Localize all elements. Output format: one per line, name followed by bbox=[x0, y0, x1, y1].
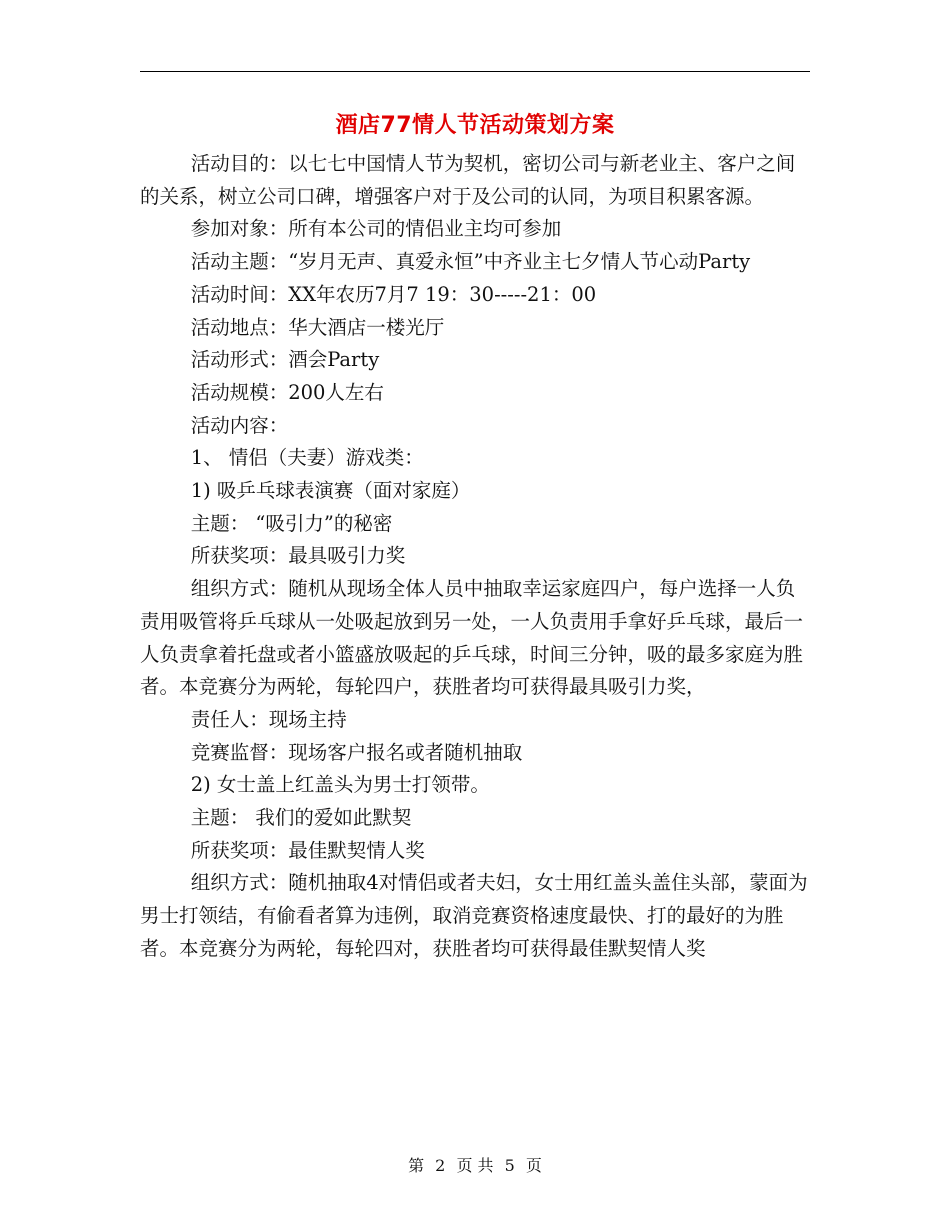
paragraph: 组织方式：随机从现场全体人员中抽取幸运家庭四户，每户选择一人负责用吸管将乒乓球从一处吸起放到另一处，一人负责用手拿好乒乓球，最后一人负责拿着托盘或者小篮盛放吸起的乒乓球，时间三分钟，吸的最多家庭为胜者。本竞赛分为两轮，每轮四户，获胜者均可获得最具吸引力奖， bbox=[140, 577, 804, 699]
paragraph: 活动规模：200人左右 bbox=[190, 380, 384, 404]
paragraph: 主题： “吸引力”的秘密 bbox=[190, 511, 393, 535]
paragraph: 活动时间：XX年农历7月7 19：30-----21：00 bbox=[190, 282, 597, 306]
paragraph: 活动地点：华大酒店一楼光厅 bbox=[190, 315, 445, 339]
header-rule bbox=[140, 71, 810, 72]
paragraph: 活动主题：“岁月无声、真爱永恒”中齐业主七夕情人节心动Party bbox=[190, 250, 751, 274]
paragraph: 活动内容： bbox=[190, 413, 289, 437]
page-footer bbox=[0, 1153, 950, 1176]
paragraph: 参加对象：所有本公司的情侣业主均可参加 bbox=[190, 217, 562, 241]
footer-prefix: 第 bbox=[408, 1156, 425, 1175]
footer-middle: 页 共 bbox=[456, 1156, 494, 1175]
paragraph: 责任人：现场主持 bbox=[190, 707, 347, 731]
paragraph: 活动目的：以七七中国情人节为契机，密切公司与新老业主、客户之间的关系，树立公司口碑，增强客户对于及公司的认同，为项目积累客源。 bbox=[140, 152, 796, 208]
paragraph: 竞赛监督：现场客户报名或者随机抽取 bbox=[190, 740, 523, 764]
paragraph: 活动形式：酒会Party bbox=[190, 348, 380, 372]
document-title: 酒店77情人节活动策划方案 bbox=[335, 113, 615, 138]
document-body bbox=[140, 148, 812, 966]
page-number: 2 bbox=[435, 1156, 446, 1175]
paragraph: 主题： 我们的爱如此默契 bbox=[190, 806, 412, 830]
paragraph: 1、 情侣（夫妻）游戏类： bbox=[190, 446, 424, 470]
paragraph: 1) 吸乒乓球表演赛（面对家庭） bbox=[190, 479, 471, 503]
page-total: 5 bbox=[504, 1156, 515, 1175]
footer-suffix: 页 bbox=[525, 1156, 542, 1175]
paragraph: 2) 女士盖上红盖头为男士打领带。 bbox=[190, 773, 490, 797]
paragraph: 所获奖项：最具吸引力奖 bbox=[190, 544, 406, 568]
paragraph: 所获奖项：最佳默契情人奖 bbox=[190, 838, 425, 862]
paragraph: 组织方式：随机抽取4对情侣或者夫妇，女士用红盖头盖住头部，蒙面为男士打领结，有偷看者算为违例，取消竞赛资格速度最快、打的最好的为胜者。本竞赛分为两轮，每轮四对，获胜者均可获得最佳默契情人奖 bbox=[140, 871, 808, 960]
